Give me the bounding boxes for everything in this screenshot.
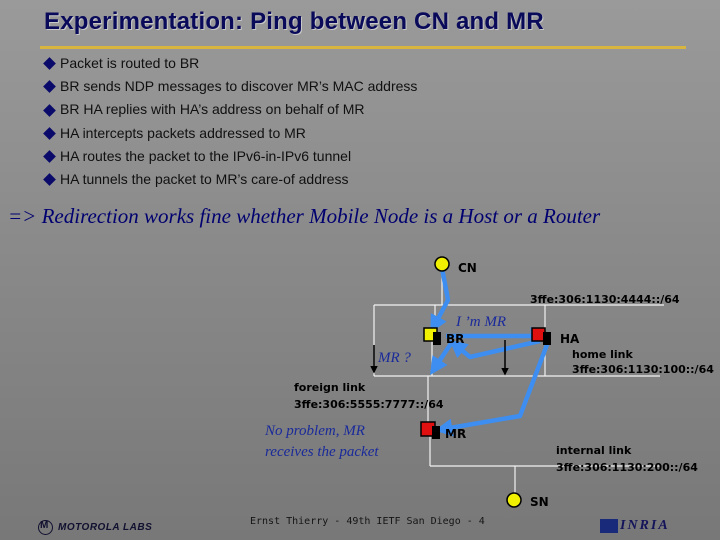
bullet-text: BR sends NDP messages to discover MR’s MAC address	[60, 78, 418, 95]
footer-caption: Ernst Thierry - 49th IETF San Diego - 4	[250, 516, 485, 527]
motorola-labs-logo	[38, 520, 152, 535]
internal-link-label: internal link	[556, 444, 632, 457]
bullet-text: Packet is routed to BR	[60, 55, 200, 71]
home-link-label: home link	[572, 348, 633, 361]
slide-title: Experimentation: Ping between CN and MR	[44, 8, 544, 35]
im-mr-note: I ’m MR	[456, 314, 506, 330]
home-link-address: 3ffe:306:1130:100::/64	[572, 363, 714, 376]
sn-circle	[507, 493, 521, 507]
motorola-emblem-icon	[38, 520, 53, 535]
bullet-text: BR HA replies with HA’s address on behalf of MR	[60, 101, 365, 118]
foreign-link-address: 3ffe:306:5555:7777::/64	[294, 398, 444, 411]
cn-label: CN	[458, 261, 477, 275]
mr-label: MR	[445, 427, 467, 441]
no-problem-note-line2: receives the packet	[265, 444, 379, 460]
bullet-text: HA tunnels the packet to MR’s care-of address	[60, 170, 349, 187]
inria-logo-text: INRIA	[620, 518, 670, 533]
bullet-text: HA routes the packet to the IPv6-in-IPv6 tunnel	[60, 147, 352, 164]
internal-link-address: 3ffe:306:1130:200::/64	[556, 461, 698, 474]
br-ndp-arrow	[432, 342, 452, 372]
motorola-labs-text: MOTOROLA LABS	[58, 522, 153, 534]
foreign-link-label: foreign link	[294, 381, 366, 394]
ha-to-br-arrow	[452, 341, 540, 357]
ha-shadow	[543, 332, 551, 345]
inria-emblem-icon	[600, 519, 618, 533]
sn-label: SN	[530, 495, 549, 509]
inria-logo	[600, 518, 670, 534]
sn-node	[507, 493, 549, 509]
br-node	[424, 328, 464, 346]
bullet-text: HA intercepts packets addressed to MR	[60, 124, 306, 141]
mr-question-note: MR ?	[378, 350, 411, 366]
mr-shadow	[432, 426, 440, 439]
no-problem-note-line1: No problem, MR	[265, 423, 365, 439]
br-shadow	[433, 332, 441, 345]
br-label: BR	[446, 332, 465, 346]
conclusion-text: => Redirection works fine whether Mobile Node is a Host or a Router	[8, 204, 601, 228]
tunnel-arrow	[438, 342, 548, 430]
top-link-address: 3ffe:306:1130:4444::/64	[530, 293, 680, 306]
ha-label: HA	[560, 332, 580, 346]
cn-circle	[435, 257, 449, 271]
